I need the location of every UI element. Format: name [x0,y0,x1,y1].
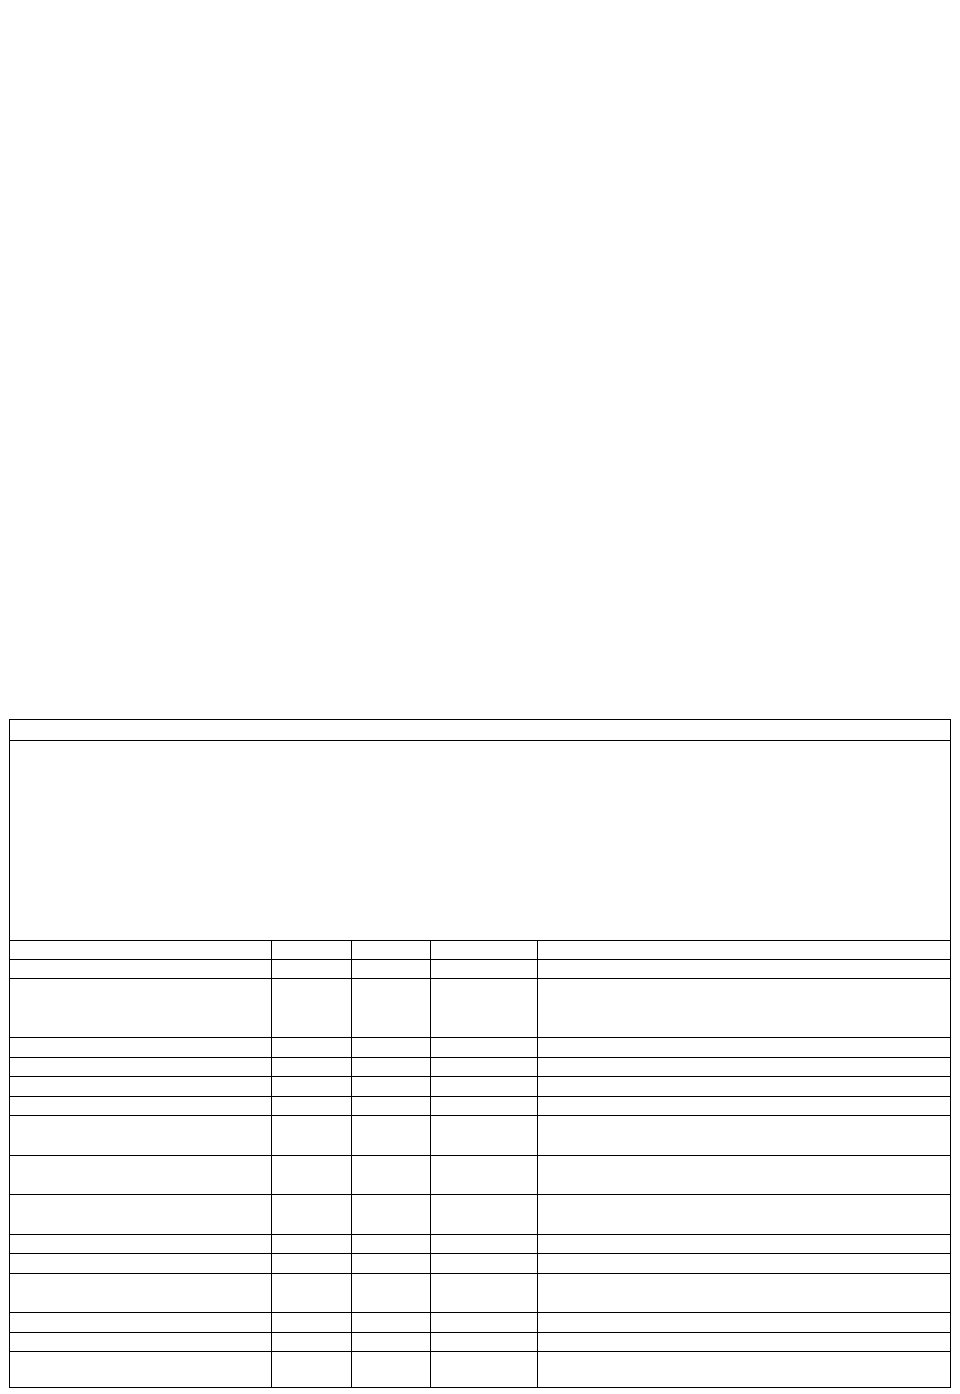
table-rule [9,1096,951,1097]
column-rule [430,940,431,1388]
table-rule [9,1076,951,1077]
exam-table [9,719,951,1388]
table-rule [9,978,951,979]
table-rule [9,1351,951,1352]
table-rule [9,1332,951,1333]
table-rule [9,1253,951,1254]
table-rule [9,1194,951,1195]
table-rule [9,1037,951,1038]
table-rule [9,1234,951,1235]
table-rule [9,740,951,741]
table-rule [9,1057,951,1058]
column-rule [537,940,538,1388]
column-rule [271,940,272,1388]
table-rule [9,1155,951,1156]
column-rule [351,940,352,1388]
table-rule [9,940,951,941]
table-rule [9,1273,951,1274]
table-rule [9,959,951,960]
table-rule [9,1312,951,1313]
table-rule [9,1115,951,1116]
